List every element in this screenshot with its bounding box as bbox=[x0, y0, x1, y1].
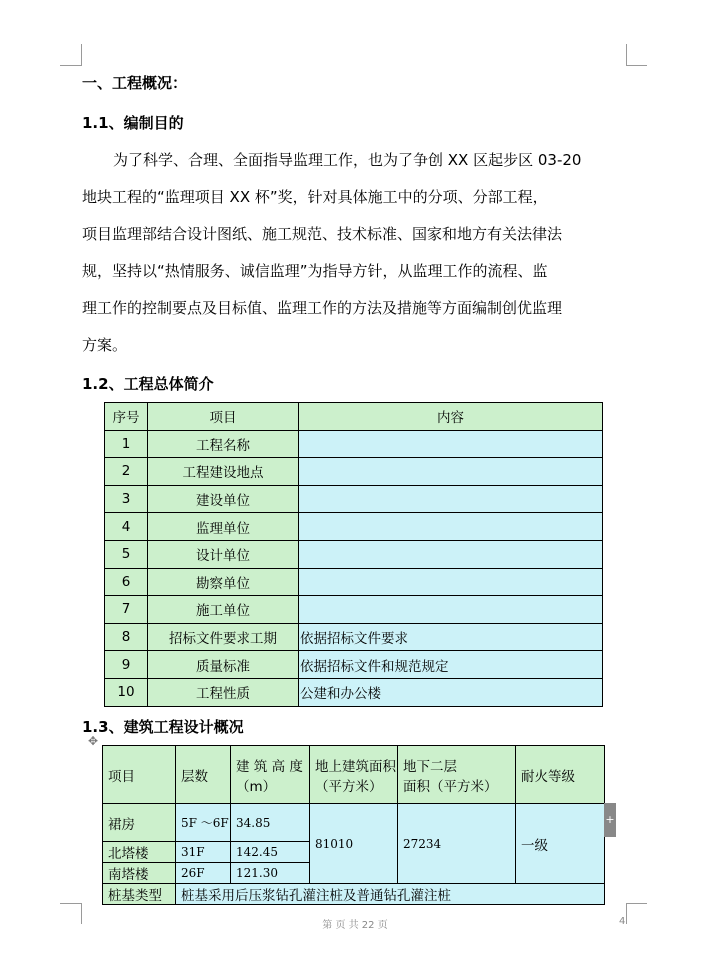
row-name: 裙房 bbox=[103, 804, 176, 842]
row-floors[interactable]: 26F bbox=[176, 863, 231, 884]
row-content[interactable]: 依据招标文件要求 bbox=[299, 623, 603, 651]
header-height: 建 筑 高 度（m） bbox=[231, 746, 310, 804]
header-content: 内容 bbox=[299, 403, 603, 431]
row-height[interactable]: 121.30 bbox=[231, 863, 310, 884]
row-content[interactable] bbox=[299, 513, 603, 541]
row-content[interactable] bbox=[299, 485, 603, 513]
row-index: 3 bbox=[105, 485, 148, 513]
row-content[interactable] bbox=[299, 540, 603, 568]
header-above-area bbox=[310, 746, 398, 804]
para-line: 为了科学、合理、全面指导监理工作，也为了争创 XX 区起步区 03-20 bbox=[113, 151, 582, 169]
row-content[interactable] bbox=[299, 568, 603, 596]
row-content[interactable]: 公建和办公楼 bbox=[299, 678, 603, 706]
header-index: 序号 bbox=[105, 403, 148, 431]
page-number: 4 bbox=[619, 916, 626, 927]
header-below-area bbox=[398, 746, 516, 804]
row-item: 施工单位 bbox=[148, 596, 299, 624]
fire-grade-value[interactable]: 一级 bbox=[516, 804, 605, 884]
row-floors[interactable]: 5F ～6F bbox=[176, 804, 231, 842]
row-height[interactable]: 142.45 bbox=[231, 842, 310, 863]
row-item: 设计单位 bbox=[148, 540, 299, 568]
table-row bbox=[103, 884, 605, 905]
row-item: 建设单位 bbox=[148, 485, 299, 513]
para-line: 规，坚持以“热情服务、诚信监理”为指导方针，从监理工作的流程、监 bbox=[82, 262, 548, 280]
row-content[interactable] bbox=[299, 596, 603, 624]
row-height[interactable]: 34.85 bbox=[231, 804, 310, 842]
row-index: 2 bbox=[105, 458, 148, 486]
pile-label: 桩基类型 bbox=[103, 884, 176, 905]
header-below-label: 地下二层 bbox=[403, 758, 457, 775]
below-area-value[interactable]: 27234 bbox=[398, 804, 516, 884]
row-name: 南塔楼 bbox=[103, 863, 176, 884]
row-item: 质量标准 bbox=[148, 651, 299, 679]
row-index: 9 bbox=[105, 651, 148, 679]
heading-purpose: 1.1、编制目的 bbox=[82, 114, 184, 132]
page-footer: 第 页 共 22 页 bbox=[322, 920, 388, 931]
table-row bbox=[105, 596, 603, 624]
table-row bbox=[103, 804, 605, 842]
table-row bbox=[105, 651, 603, 679]
table-row bbox=[105, 678, 603, 706]
heading-project-overview: 一、工程概况： bbox=[82, 74, 188, 92]
table-row bbox=[105, 430, 603, 458]
table-header-row bbox=[103, 746, 605, 804]
row-index: 4 bbox=[105, 513, 148, 541]
row-content[interactable] bbox=[299, 458, 603, 486]
row-content[interactable]: 依据招标文件和规范规定 bbox=[299, 651, 603, 679]
table-row bbox=[105, 540, 603, 568]
table-row bbox=[105, 568, 603, 596]
para-line: 理工作的控制要点及目标值、监理工作的方法及措施等方面编制创优监理 bbox=[82, 299, 563, 317]
row-index: 8 bbox=[105, 623, 148, 651]
purpose-paragraph bbox=[82, 142, 627, 364]
above-area-value[interactable]: 81010 bbox=[310, 804, 398, 884]
table-row bbox=[105, 458, 603, 486]
design-overview-table bbox=[102, 745, 605, 905]
row-index: 10 bbox=[105, 678, 148, 706]
row-item: 监理单位 bbox=[148, 513, 299, 541]
project-intro-table bbox=[104, 402, 603, 707]
row-name: 北塔楼 bbox=[103, 842, 176, 863]
row-index: 5 bbox=[105, 540, 148, 568]
row-index: 1 bbox=[105, 430, 148, 458]
row-item: 工程性质 bbox=[148, 678, 299, 706]
row-index: 6 bbox=[105, 568, 148, 596]
table-move-handle-icon[interactable]: ✥ bbox=[88, 734, 99, 748]
header-fire-rating: 耐火等级 bbox=[516, 746, 605, 804]
header-below-unit: 面积（平方米） bbox=[403, 778, 498, 795]
heading-design-overview: 1.3、建筑工程设计概况 bbox=[82, 718, 244, 736]
header-floors: 层数 bbox=[176, 746, 231, 804]
table-row bbox=[105, 513, 603, 541]
row-item: 勘察单位 bbox=[148, 568, 299, 596]
header-item: 项目 bbox=[148, 403, 299, 431]
row-floors[interactable]: 31F bbox=[176, 842, 231, 863]
crop-mark-top-right bbox=[626, 44, 647, 66]
pile-value[interactable]: 桩基采用后压浆钻孔灌注桩及普通钻孔灌注桩 bbox=[176, 884, 605, 905]
row-item: 招标文件要求工期 bbox=[148, 623, 299, 651]
para-line: 项目监理部结合设计图纸、施工规范、技术标准、国家和地方有关法律法 bbox=[82, 225, 563, 243]
row-item: 工程建设地点 bbox=[148, 458, 299, 486]
row-item: 工程名称 bbox=[148, 430, 299, 458]
heading-general-intro: 1.2、工程总体简介 bbox=[82, 375, 214, 393]
expand-plus-icon[interactable]: + bbox=[604, 803, 616, 837]
para-line: 地块工程的“监理项目 XX 杯”奖，针对具体施工中的分项、分部工程， bbox=[82, 188, 548, 206]
header-item: 项目 bbox=[103, 746, 176, 804]
para-line: 方案。 bbox=[82, 336, 128, 354]
row-index: 7 bbox=[105, 596, 148, 624]
crop-mark-top-left bbox=[60, 44, 82, 66]
table-row bbox=[105, 623, 603, 651]
row-content[interactable] bbox=[299, 430, 603, 458]
table-row bbox=[105, 485, 603, 513]
table-header-row bbox=[105, 403, 603, 431]
header-above-label: 地上建筑面积 bbox=[315, 758, 396, 775]
header-above-unit: （平方米） bbox=[315, 778, 383, 795]
